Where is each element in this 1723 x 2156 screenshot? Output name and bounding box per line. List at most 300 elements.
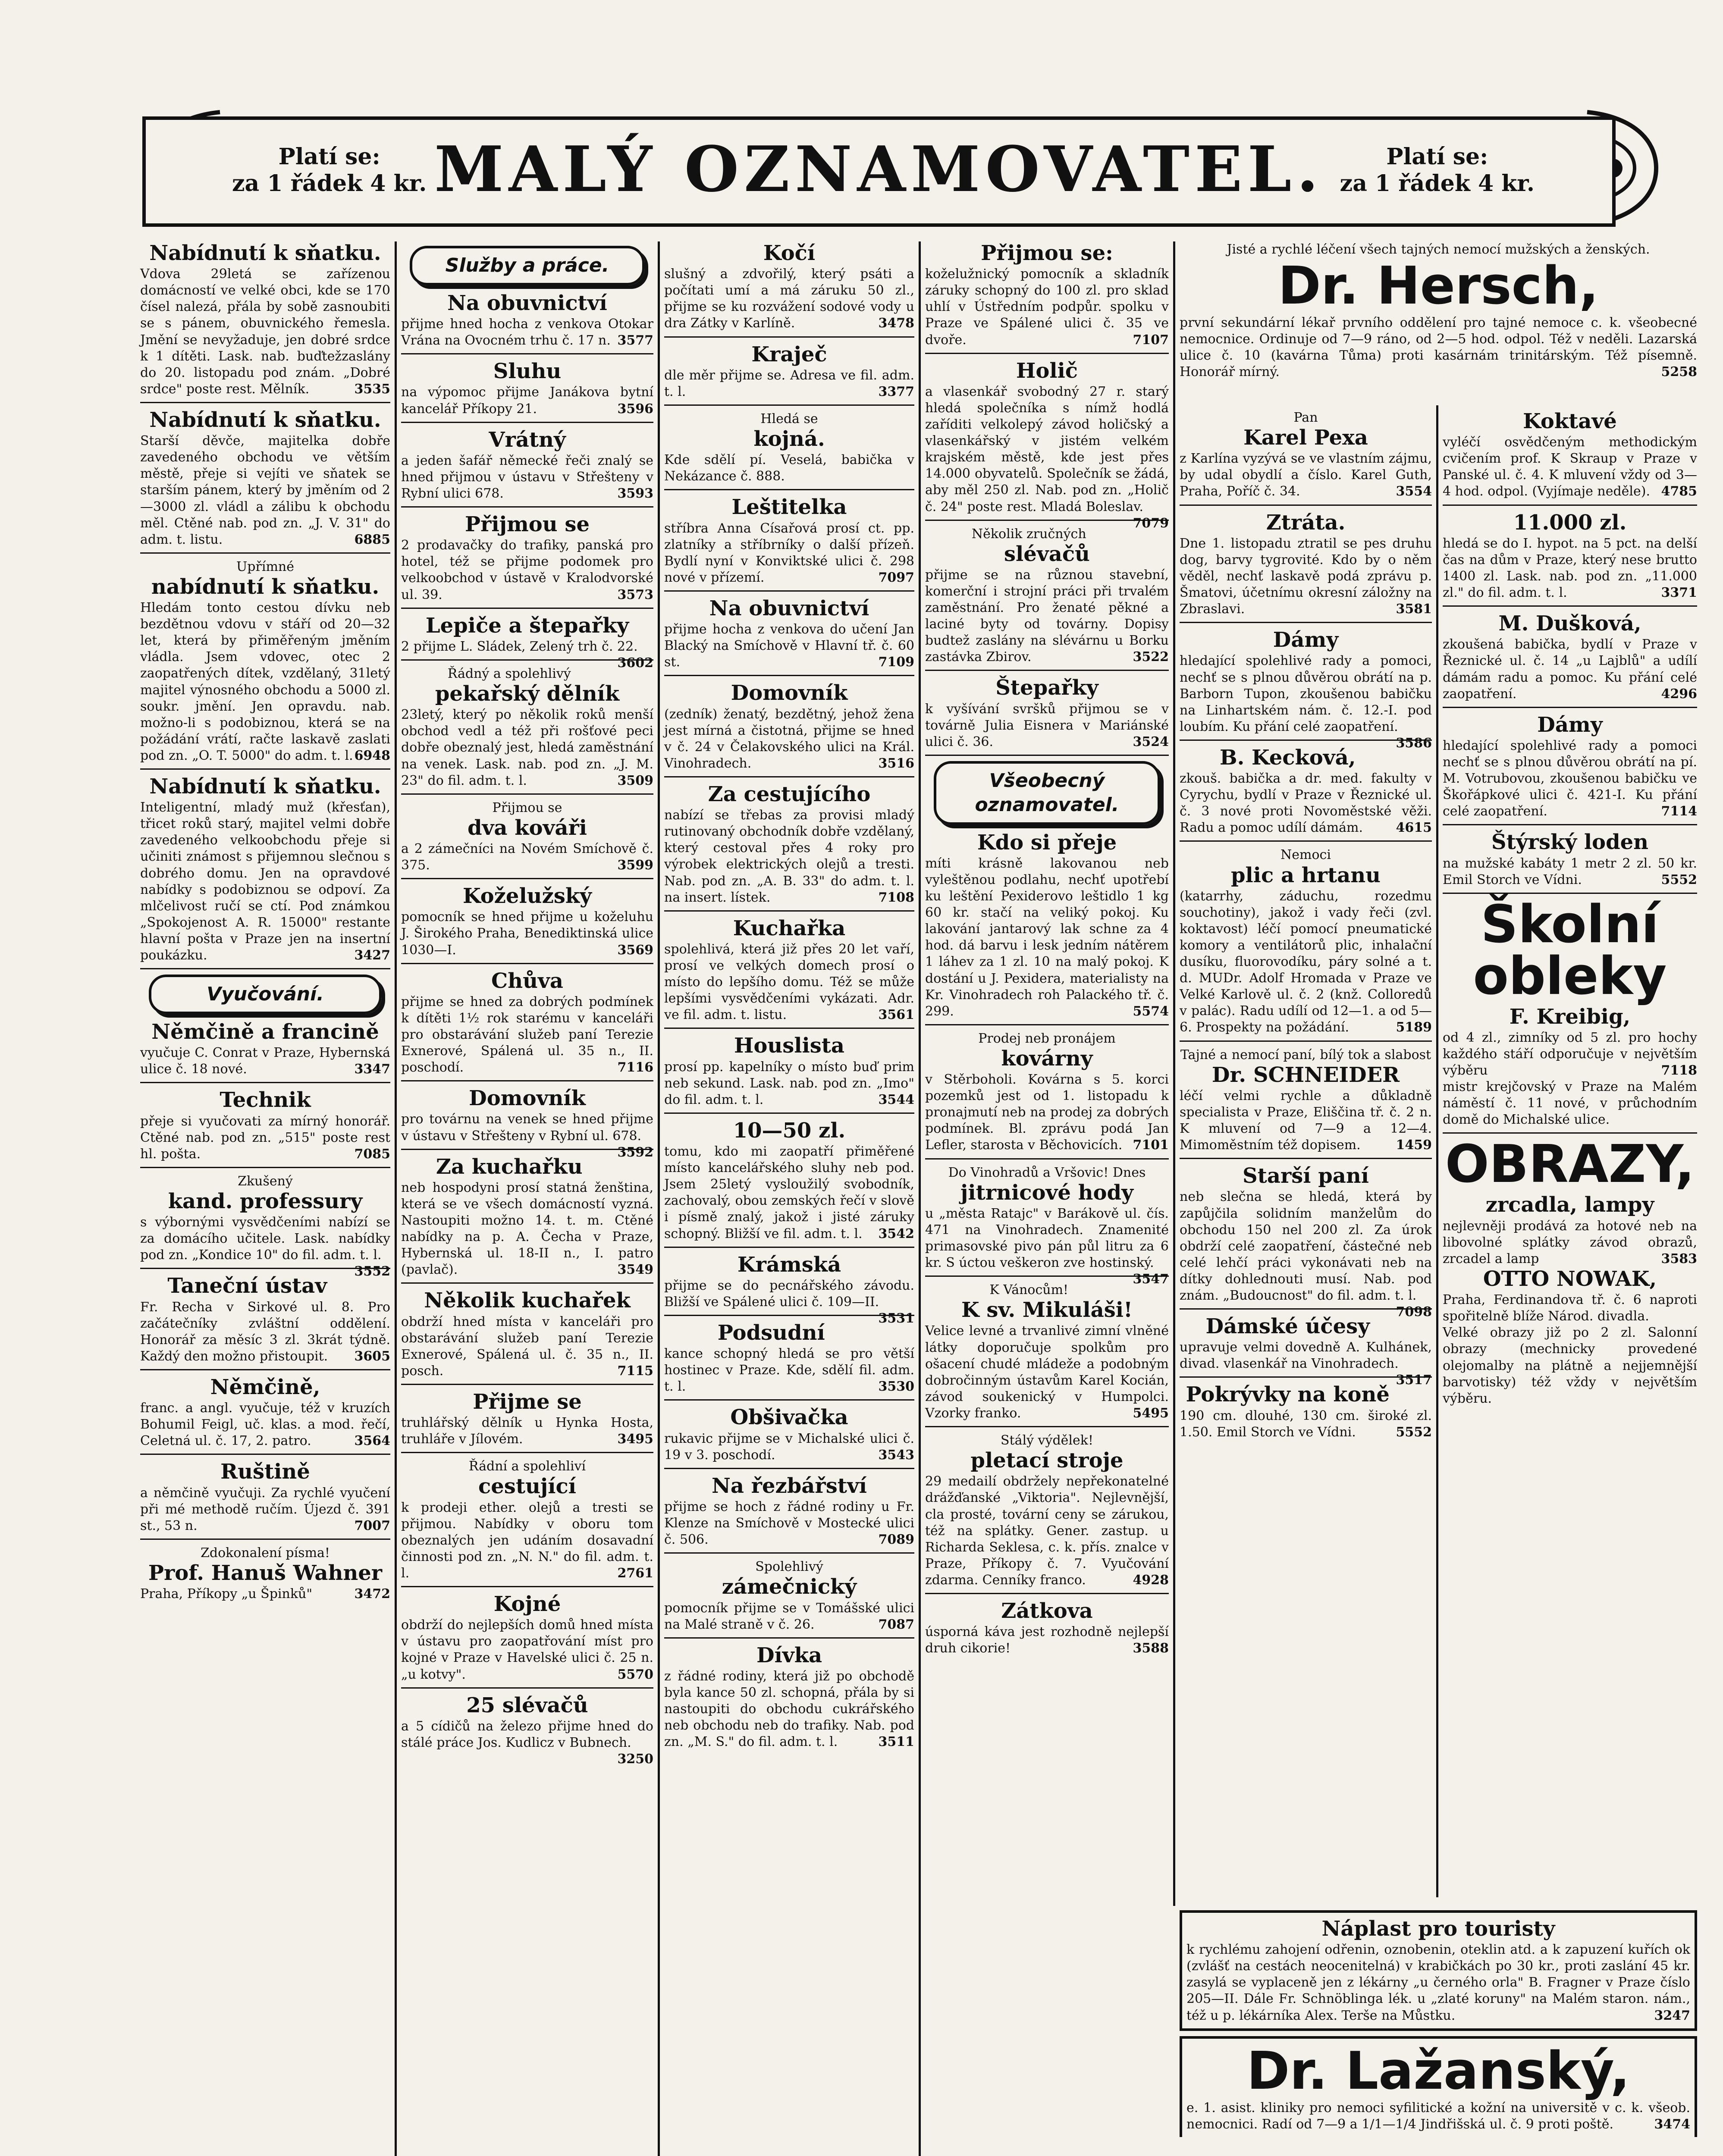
ad-number: 5570 [617, 1667, 653, 1682]
ad-prefix: Nemoci [1280, 847, 1331, 863]
ad-text: přeje si vyučovati za mírný honorář. Ctěné nab. pod zn. „515" poste rest hl. pošta. [140, 1113, 390, 1162]
ad-text: přijme se na různou stavební, komerční i strojní práci při trvalém zaměstnání. Pro ženaté pěkné a laciné byty od továrny. Dopisy budtež zaslány na slévárnu u Borku zastávka Zbirov. [925, 567, 1169, 665]
ad-text: hledající spolehlivé rady a pomoci, nechť se s plnou důvěrou obrátí na p. Barborn Tupon, zkoušenou babičku na Linhartském nám. č. 12.-I. pod loubím. Ku přání celé zaopatření. [1180, 653, 1432, 734]
ad-number: 5258 [1661, 364, 1697, 380]
ad-item [140, 775, 390, 969]
ad-item [925, 526, 1169, 671]
ad-heading-2: OTTO NOWAK, [1483, 1266, 1657, 1291]
column-rule [919, 241, 921, 2156]
ad-item [140, 1545, 390, 1607]
ad-body [401, 1180, 653, 1279]
ad-body [401, 1314, 653, 1379]
ad-text-2: Praha, Ferdinandova tř. č. 6 naproti spořitelně blíže Národ. divadla. [1443, 1292, 1697, 1324]
ad-prefix: Jisté a rychlé léčení všech tajných nemocí mužských a ženských. [1227, 242, 1650, 257]
ad-body [664, 367, 914, 400]
ad-item [664, 597, 914, 676]
ad-heading: kovárny [1001, 1046, 1093, 1071]
ad-number: 3599 [617, 858, 653, 873]
ad-body [401, 841, 653, 874]
ad-heading: Technik [220, 1088, 311, 1112]
ad-body [664, 266, 914, 332]
ad-number: 3509 [617, 773, 653, 788]
ad-body [140, 1299, 390, 1365]
ad-text: v Stěrboholi. Kovárna s 5. korci pozemků jest od 1. listopadu k pronajmutí neb na prodej za dobrých podmínek. Bl. zprávu podá Jan Lefler, starosta v Běchovicích. [925, 1072, 1169, 1153]
ad-prefix: Upřímné [236, 559, 294, 574]
ad-text: koželužnický pomocník a skladník záruky schopný do 100 zl. pro sklad uhlí v Ústředním podpůr. spolku v Praze ve Spálené ulici č. 35 ve dvoře. [925, 266, 1169, 348]
ad-heading: Němčině, [210, 1375, 320, 1399]
ad-body [1180, 653, 1432, 751]
ad-prefix: Pan [1293, 410, 1318, 425]
ad-text: k vyšívání svršků přijmou se v továrně Julia Eisnera v Mariánské ulici č. 36. [925, 701, 1169, 749]
ad-text: zkoušená babička, bydlí v Praze v Řeznické ul. č. 14 „u Lajblů" a udílí dámám radu a pomoc. Ku přání celé zaopatření. [1443, 637, 1697, 702]
ad-number: 7085 [354, 1146, 390, 1162]
ad-body [1443, 856, 1697, 888]
ad-item [401, 613, 653, 671]
ad-item [664, 1406, 914, 1469]
ad-number: 3427 [354, 948, 390, 963]
ad-item [664, 411, 914, 490]
ad-body [140, 1400, 390, 1449]
ad-text: k rychlému zahojení odřenin, oznobenin, oteklin atd. a k zapuzení kuřích ok (zvlášť na cestách neocenitelná) v krabičkách po 30 kr., proti zaslání 45 kr. zasylá se vyplaceně jen z lékárny „u černého orla" B. Fragner v Praze číslo 205—II. Dále Fr. Schnöblinga lék. u „zlaté koruny" na Malém staron. nám., též u p. lékárníka Alex. Terše na Můstku. [1186, 1942, 1690, 2023]
ad-body [925, 567, 1169, 666]
ad-number: 3581 [1396, 602, 1432, 617]
ad-number: 7097 [878, 570, 914, 585]
ad-heading: Němčině a francině [151, 1020, 379, 1044]
ad-text: a němčině vyučuji. Za rychlé vyučení při mé methodě ručím. Újezd č. 391 st., 53 n. [140, 1485, 390, 1533]
ad-heading: Náplast pro touristy [1321, 1917, 1555, 1941]
ad-body [925, 701, 1169, 750]
ad-heading: Kraječ [751, 342, 827, 367]
ad-heading: Přijmou se [465, 512, 590, 537]
ad-body [664, 706, 914, 772]
ad-prefix: Řádní a spolehliví [468, 1459, 586, 1474]
ad-item [664, 1252, 914, 1326]
ad-heading: Kočí [763, 241, 816, 265]
ad-heading: Koktavé [1523, 409, 1617, 433]
ad-body [1443, 536, 1697, 601]
ad-heading: plic a hrtanu [1230, 863, 1381, 887]
ad-number: 5552 [1396, 1424, 1432, 1440]
ad-prefix: Zdokonalení písma! [201, 1545, 330, 1561]
ad-text: Inteligentní, mladý muž (křesťan), třicet roků starý, majitel velmi dobře zavedeného velkoobchodu přeje si učiniti známost s přijemnou slečnou s dobrého domu. Jen na opravdové nabídky s podobiznou se odpoví. Za mlčelivost ručí se ctí. Pod známkou „Spokojenost A. R. 15000" restante hlavní pošta v Praze jen na insertní poukázku. [140, 800, 390, 963]
ad-text: Velice levné a trvanlivé zimní vlněné látky doporučuje spolkům pro ošacení chudé mládeže a podobným dobročinným ústavům Karel Kocián, závod soukenický v Humpolci. Vzorky franko. [925, 1323, 1169, 1421]
ad-prefix: Několik zručných [971, 526, 1086, 542]
ad-number: 1459 [1396, 1138, 1432, 1153]
ad-text: k prodeji ether. olejů a tresti se přijmou. Nabídky v oboru tom obeznalých jen udáním dosavadní činnosti pod zn. „N. N." do fil. adm. t. l. [401, 1500, 653, 1581]
ad-heading: zámečnický [722, 1575, 857, 1599]
ad-number: 3250 [617, 1752, 653, 1767]
ad-text: neb hospodyni prosí statná ženština, která se ve všech domácností vyzná. Nastoupiti možno 14. t. m. Ctěné nabídky na p. A. Čecha v Praze, Hybernská ul. 18-II n., I. patro (pavlač). [401, 1180, 653, 1278]
ad-item [664, 783, 914, 912]
ad-item [664, 1644, 914, 1755]
ad-item [925, 1599, 1169, 1661]
ad-heading: Ztráta. [1266, 510, 1346, 535]
ad-heading: M. Dušková, [1498, 611, 1641, 636]
ad-heading: Nabídnutí k sňatku. [149, 241, 381, 265]
ad-prefix: Zkušený [238, 1173, 293, 1189]
ad-display-heading: OBRAZY, [1445, 1134, 1695, 1195]
ad-heading: 25 slévačů [466, 1693, 588, 1717]
price-left-line2: za 1 řádek 4 kr. [232, 170, 427, 197]
ad-text: přijme hned hocha z venkova Otokar Vrána na Ovocném trhu č. 17 n. [401, 317, 653, 348]
ad-heading: Koželužský [462, 884, 592, 909]
ad-item [401, 1289, 653, 1385]
column-rule [1436, 405, 1438, 1897]
ad-body [925, 856, 1169, 1020]
ad-item [1180, 746, 1432, 842]
ad-heading: Dívka [756, 1643, 822, 1667]
ad-body [664, 1431, 914, 1463]
section-banner: Všeobecný oznamovatel. [934, 761, 1160, 825]
ad-text: hledající spolehlivé rady a pomoci nechť se s plnou důvěrou obrátí na pí. M. Votrubovou, zkoušenou babičku ve Škořápkové ulici č. 421-I. Ku přání celé zaopatření. [1443, 738, 1697, 819]
ad-number: 3547 [1133, 1272, 1169, 1287]
ad-text-2: mistr krejčovský v Praze na Malém náměstí č. 11 nové, v průchodním domě do Michalské ulice. [1443, 1079, 1697, 1128]
ad-number: 7101 [1133, 1138, 1169, 1153]
ad-extra: Velké obrazy již po 2 zl. Salonní obrazy (mechnicky provedené olejomalby na plátně a nejjemnější barvotisky) též vždy v největším výběru. [1443, 1325, 1697, 1406]
ad-text: 23letý, který po několik roků menší obchod vedl a též při rošťové peci dobře obeznalý jest, hledá zaměstnání na venek. Lask. nab. pod zn. „J. M. 23" do fil. adm. t. l. [401, 707, 653, 788]
ad-heading: Dámy [1537, 712, 1603, 737]
ad-item [401, 1390, 653, 1453]
ad-prefix: Spolehlivý [755, 1559, 823, 1575]
ad-item [1180, 628, 1432, 751]
ad-heading: F. Kreibig, [1509, 1004, 1631, 1029]
ad-prefix: Tajné a nemocí paní, bílý tok a slabost [1180, 1047, 1431, 1062]
ad-text: přijme se do pecnářského závodu. Bližší ve Spálené ulici č. 109—II. [664, 1278, 914, 1310]
ad-text: Hledám tonto cestou dívku neb bezdětnou vdovu v stáří od 20—32 let, která by přiměřeným jměním vládla. Jsem vdovec, otec 2 zaopatřených dítek, vzdělaný, 31letý majitel výnosného obchodu a 5000 zl. soukr. jmění. Jen opravdu. nab. možno-li s podobiznou, která se na požádání vrátí, račte laskavě zaslati pod zn. „O. T. 5000" do adm. t. l. [140, 600, 390, 763]
ad-item [664, 1119, 914, 1248]
ad-item [664, 1034, 914, 1113]
ad-body [140, 1214, 390, 1279]
ad-number: 3542 [878, 1226, 914, 1241]
ad-heading: Taneční ústav [167, 1274, 327, 1298]
ad-text: přijme se hoch z řádné rodiny u Fr. Klenze na Smíchově v Mostecké ulici č. 506. [664, 1499, 914, 1548]
ad-body [401, 994, 653, 1076]
ad-item [664, 1321, 914, 1401]
ad-item [140, 1274, 390, 1370]
ad-body [664, 1600, 914, 1633]
ad-item [925, 358, 1169, 531]
ad-number: 3495 [617, 1432, 653, 1447]
ad-heading: zrcadla, lampy [1485, 1193, 1654, 1217]
ad-number: 3530 [878, 1379, 914, 1395]
ad-number: 3552 [354, 1264, 390, 1279]
ad-number: 3474 [1654, 2116, 1690, 2132]
ad-display-heading: Školní obleky [1473, 894, 1667, 1006]
ad-body [664, 1059, 914, 1108]
ad-body [140, 1045, 390, 1078]
ad-number: 3561 [878, 1007, 914, 1023]
ad-number: 3511 [878, 1734, 914, 1750]
ad-item [1443, 830, 1697, 893]
ad-body [1180, 451, 1432, 500]
ad-heading: Obšivačka [730, 1405, 848, 1430]
ad-text: (zedník) ženatý, bezdětný, jehož žena jest mírná a čistotná, přijme se hned v č. 24 v Čelakovského ulici na Král. Vinohradech. [664, 706, 914, 771]
ad-heading: Na obuvnictví [709, 596, 869, 620]
ad-heading: pletací stroje [970, 1448, 1124, 1473]
ad-number: 4928 [1133, 1572, 1169, 1588]
ad-prefix: Hledá se [760, 411, 818, 426]
ad-heading: Dámy [1273, 628, 1339, 652]
ad-text: na výpomoc přijme Janákova bytní kancelář Příkopy 21. [401, 385, 653, 417]
ad-text: obdrží hned místa v kanceláři pro obstarávání služeb paní Terezie Exnerové, Spálená ul. č. 35 n., II. posch. [401, 1314, 653, 1379]
ad-body [140, 600, 390, 764]
ad-body [1180, 888, 1432, 1036]
ad-item [401, 666, 653, 795]
masthead-title: MALÝ OZNAMOVATEL. [434, 133, 1324, 206]
ad-prefix: K Vánocům! [989, 1282, 1069, 1298]
ad-item [1180, 511, 1432, 624]
ad-body [664, 520, 914, 586]
ad-body [1180, 1408, 1432, 1441]
ad-text: vyučuje C. Conrat v Praze, Hybernská ulice č. 18 nové. [140, 1045, 390, 1077]
column-6 [1443, 410, 1697, 1416]
ad-body [664, 807, 914, 906]
ad-number: 7087 [878, 1617, 914, 1632]
ad-item [1443, 1134, 1697, 1411]
ad-number: 3596 [617, 401, 653, 417]
ad-heading: kojná. [753, 427, 825, 451]
ad-item [1443, 894, 1697, 1134]
ad-number: 7079 [1133, 515, 1169, 531]
ad-text: přijme hocha z venkova do učení Jan Blacký na Smíchově v Hlavní tř. č. 60 st. [664, 622, 914, 670]
column-4 [925, 241, 1169, 1666]
ad-number: 3588 [1133, 1641, 1169, 1656]
ad-body [401, 909, 653, 958]
ad-heading: Ruštině [220, 1460, 310, 1484]
ad-number: 5189 [1396, 1020, 1432, 1035]
ad-body [925, 1323, 1169, 1422]
ad-text: stříbra Anna Císařová prosí ct. pp. zlatníky a stříbrníky o další přízeň. Bydlí nyní v Konviktské ulici č. 298 nové v přízemí. [664, 520, 914, 585]
ad-body [664, 941, 914, 1023]
ad-heading: Karel Pexa [1243, 426, 1368, 450]
ad-number: 4296 [1661, 686, 1697, 702]
ad-heading: Krámská [737, 1252, 841, 1277]
ad-text: a 2 zámečníci na Novém Smíchově č. 375. [401, 841, 653, 873]
ad-item [925, 1031, 1169, 1159]
ad-body [664, 1278, 914, 1326]
ad-body [401, 707, 653, 789]
ad-body [140, 1586, 390, 1602]
ad-number: 4615 [1396, 820, 1432, 836]
ad-text: pomocník přijme se v Tomášské ulici na Malé straně v č. 26. [664, 1600, 914, 1632]
ad-item [664, 241, 914, 338]
ad-item [664, 495, 914, 592]
ad-text: upravuje velmi dovedně A. Kulhánek, divad. vlasenkář na Vinohradech. [1180, 1340, 1432, 1372]
ad-heading: Dr. SCHNEIDER [1211, 1062, 1400, 1087]
ad-body [401, 537, 653, 603]
ad-body [664, 452, 914, 485]
ad-text: neb slečna se hledá, která by zapůjčila solidním manželům do obchodu 150 nel 200 zl. Za úrok obdrží celé zaopatření, částečné neb celé lehčí práci vykonávati neb na dítky dohlednouti musí. Nab. pod znám. „Budoucnost" do fil. adm. t. l. [1180, 1189, 1432, 1303]
ad-item [925, 1432, 1169, 1594]
ad-item [401, 800, 653, 879]
ad-item [1180, 847, 1432, 1041]
column-2 [401, 241, 653, 1767]
ad-display-heading: Dr. Hersch, [1278, 256, 1599, 317]
ad-item [401, 1693, 653, 1767]
ad-number: 3543 [878, 1447, 914, 1463]
ad-body [925, 266, 1169, 348]
column-3 [664, 241, 914, 1760]
ad-item [925, 676, 1169, 755]
ad-heading: slévačů [1004, 542, 1090, 566]
ad-body [1186, 2100, 1690, 2133]
ad-text: a 5 cídičů na železo přijme hned do stálé práce Jos. Kudlicz v Bubnech. [401, 1718, 653, 1750]
ad-number: 3535 [354, 381, 390, 397]
ad-heading: B. Kecková, [1220, 745, 1356, 770]
ad-body [664, 1668, 914, 1750]
ad-text: míti krásně lakovanou neb vyleštěnou podlahu, nechť upotřebí ku leštění Pexiderovo leštidlo 1 kg 60 kr. stačí na veliký pokoj. Ku lakování jantarový lak schne za 4 hod. dá barvu i lesk jedním nátěrem 1 láhev za 1 zl. 10 na malý pokoj. K dostání u J. Pexidera, materialisty na Kr. Vinohradech roh Palackého tř. č. 299. [925, 856, 1169, 1019]
ad-heading: Přijme se [473, 1389, 582, 1414]
ad-heading: Několik kuchařek [424, 1288, 631, 1313]
ad-heading: Nabídnutí k sňatku. [149, 774, 381, 799]
ad-text: léčí velmi rychle a důkladně specialista v Praze, Eliščina tř. č. 2 n. K mluvení od 7—9 a 12—4. Mimoměstním též dopisem. [1180, 1088, 1432, 1153]
ad-heading: Prof. Hanuš Wahner [148, 1561, 383, 1585]
ad-text: 2 prodavačky do trafiky, panská pro hotel, též se přijme podomek pro velkoobchod v ústavě v Kralodvorské ul. 39. [401, 538, 653, 602]
ad-heading: Sluhu [493, 359, 562, 384]
ad-text: z řádné rodiny, která již po obchodě byla kance 50 zl. schopná, přála by si nastoupiti do obchodu cukrářského neb obchodu neb do trafiky. Nab. pod zn. „M. S." do fil. adm. t. l. [664, 1668, 914, 1750]
ad-number: 3478 [878, 316, 914, 331]
ad-item [1443, 511, 1697, 607]
ad-heading: Dámské účesy [1205, 1314, 1370, 1339]
ad-item [401, 291, 653, 354]
ad-heading: cestující [478, 1474, 576, 1499]
ad-body [1180, 315, 1697, 380]
price-right [1340, 144, 1535, 197]
ad-body [1180, 1189, 1432, 1320]
ad-text: úsporná káva jest rozhodně nejlepší druh cikorie! [925, 1624, 1169, 1656]
ad-heading: Na řezbářství [711, 1473, 867, 1498]
ad-heading: kand. professury [168, 1189, 363, 1213]
ad-prefix: Přijmou se [492, 800, 562, 815]
ad-body [401, 384, 653, 417]
ad-heading: 10—50 zl. [733, 1118, 846, 1143]
ad-heading: Podsudní [717, 1321, 825, 1345]
column-rule [658, 241, 660, 2156]
ad-item [1180, 1047, 1432, 1159]
ad-text: prosí pp. kapelníky o místo buď prim neb sekund. Lask. nab. pod zn. „Imo" do fil. adm. t. l. [664, 1059, 914, 1107]
ad-body [925, 1206, 1169, 1287]
ad-body [925, 1072, 1169, 1153]
ad-text: u „města Ratajc" v Barákově ul. čís. 471 na Vinohradech. Znamenité primasovské pivo pán půl litru za 6 kr. S úctou veškeron zve hostinský. [925, 1206, 1169, 1271]
ad-text: 2 přijme L. Sládek, Zelený trh č. 22. [401, 639, 638, 654]
ad-text: franc. a angl. vyučuje, též v kruzích Bohumil Feigl, uč. klas. a mod. řečí, Celetná ul. č. 17, 2. patro. [140, 1401, 390, 1449]
ad-item [140, 1020, 390, 1083]
price-left-line1: Platí se: [278, 144, 380, 170]
bottom-right-box [1180, 1910, 1697, 2142]
ad-number: 3586 [1396, 735, 1432, 751]
ad-text: hledá se do I. hypot. na 5 pct. na delší čas na dům v Praze, který nese brutto 1400 zl. Lask. nab. pod zn. „11.000 zl." do fil. adm. t. l. [1443, 536, 1697, 601]
ad-text: zkouš. babička a dr. med. fakulty v Cyrychu, bydlí v Praze v Řeznické ul. č. 3 nové proti Novoměstské věži. Radu a pomoc udílí dámám. [1180, 771, 1432, 836]
column-5-lower [1180, 410, 1432, 1450]
ad-heading: 11.000 zl. [1513, 510, 1627, 535]
ad-body [140, 1485, 390, 1534]
ad-number: 6885 [354, 532, 390, 547]
ad-item [140, 408, 390, 554]
ad-item [1180, 1314, 1432, 1388]
ad-body [664, 1499, 914, 1548]
ad-number: 3573 [617, 587, 653, 602]
ad-item [925, 1165, 1169, 1287]
ad-item [664, 343, 914, 406]
ad-number: 3544 [878, 1092, 914, 1107]
ad-number: 3516 [878, 755, 914, 771]
ad-text: 29 medailí obdržely nepřekonatelné drážďanské „Viktoria". Nejlevnější, cla prosté, tovární ceny se zárukou, též na splátky. Gener. zastup. u Richarda Seklesa, c. k. přís. znalce v Praze, Příkopy č. 7. Vyučování zdarma. Cenníky franco. [925, 1474, 1169, 1588]
ad-text: vyléčí osvědčeným methodickým cvičením prof. K Skraup v Praze v Panské ul. č. 4. K mluvení vždy od 3—4 hod. odpol. (Vyjímaje neděle). [1443, 435, 1697, 499]
ad-heading: Přijmou se: [981, 241, 1113, 265]
ad-item [1180, 1910, 1697, 2031]
ad-prefix: Stálý výdělek! [1000, 1433, 1093, 1448]
ad-text: rukavic přijme se v Michalské ulici č. 19 v 3. poschodí. [664, 1431, 914, 1463]
ad-item [664, 1559, 914, 1638]
ad-number: 7089 [878, 1532, 914, 1548]
ad-heading: Kdo si přeje [977, 830, 1117, 855]
ad-number: 6948 [354, 748, 390, 763]
ad-body [1180, 771, 1432, 836]
ad-body [1180, 1088, 1432, 1153]
column-5 [1180, 241, 1697, 405]
ad-heading: Za kuchařku [436, 1154, 583, 1179]
ad-body [401, 453, 653, 502]
ad-body [925, 1624, 1169, 1657]
ad-body [1443, 434, 1697, 500]
ad-text: kance schopný hledá se pro větší hostinec v Praze. Kde, sdělí fil. adm. t. l. [664, 1346, 914, 1395]
ad-body [140, 433, 390, 548]
ad-body [664, 621, 914, 671]
ad-prefix: Prodej neb pronájem [978, 1031, 1116, 1046]
ad-heading: Za cestujícího [708, 782, 871, 806]
ad-item [401, 969, 653, 1082]
ad-item [401, 1086, 653, 1160]
ad-text: Vdova 29letá se zařízenou domácností ve velké obci, kde se 170 čísel nalezá, přála by sobě zasnoubiti se s pánem, obuvnického řemesla. Jmění se nevyžaduje, jen dobré srdce k 1 dítěti. Lask. nab. buďtežzaslány do 20. listopadu pod znám. „Dobré srdce" poste rest. Mělník. [140, 266, 390, 397]
ad-text: přijme se hned za dobrých podmínek k dítěti 1½ rok starému v kanceláři pro obstarávání služeb paní Terezie Exnerové, Spálená ul. 35 n., II. poschodí. [401, 994, 653, 1075]
ad-item [401, 1458, 653, 1587]
ad-text: od 4 zl., zimníky od 5 zl. pro hochy každého stáří odporučuje v největším výběru [1443, 1030, 1697, 1078]
ad-heading: Na obuvnictví [447, 291, 607, 315]
ad-item [925, 1282, 1169, 1427]
ad-item [925, 241, 1169, 354]
masthead [142, 116, 1616, 227]
ad-text: Praha, Příkopy „u Špinků" [140, 1586, 313, 1602]
ad-number: 7118 [1661, 1063, 1697, 1078]
ad-text: (katarrhy, záduchu, rozedmu souchotiny), jakož i vady řeči (zvl. koktavost) léčí pomocí pneumatické komory a ventilátorů plic, inhalační dusíku, fluorovodíku, páry solné a t. d. MUDr. Adolf Hromada v Praze ve Velké Karlově ul. č. 2 (knž. Colloredů v palác). Radu udílí od 12—1. a od 5—6. Prospekty na požádání. [1180, 888, 1432, 1035]
ad-item [140, 1173, 390, 1279]
ad-body [140, 266, 390, 398]
ad-item [140, 559, 390, 770]
ad-text: dle měr přijme se. Adresa ve fil. adm. t. l. [664, 367, 914, 399]
ad-item [664, 1474, 914, 1554]
ad-item [401, 428, 653, 508]
ad-number: 3554 [1396, 484, 1432, 499]
ad-heading: Pokrývky na koně [1186, 1382, 1390, 1407]
ad-body [1443, 1030, 1697, 1079]
ad-heading: jitrnicové hody [960, 1180, 1133, 1205]
ad-number: 3531 [878, 1311, 914, 1326]
ad-item [401, 513, 653, 609]
ad-display-heading: Dr. Lažanský, [1246, 2041, 1630, 2101]
ad-body [401, 639, 653, 671]
ad-heading: Holič [1016, 358, 1078, 383]
ad-number: 3377 [878, 384, 914, 399]
ad-body [140, 1113, 390, 1163]
price-right-line2: za 1 řádek 4 kr. [1340, 170, 1535, 197]
ad-item [1180, 1164, 1432, 1320]
ad-text: Starší děvče, majitelka dobře zavedeného obchodu ve větším městě, přeje si vejíti ve sňatek se starším pánem, který by jměním od 2—3000 zl. vládl a zálibu k obchodu měl. Ctěné nab. pod zn. „J. V. 31" do adm. t. listu. [140, 433, 390, 547]
ad-number: 7114 [1661, 804, 1697, 819]
ad-heading: Kojné [493, 1592, 561, 1617]
ad-text: nejlevněji prodává za hotové neb na libovolné splátky závod obrazů, zrcadel a lamp [1443, 1218, 1697, 1266]
ad-number: 7116 [617, 1060, 653, 1075]
ad-number: 3605 [354, 1348, 390, 1364]
